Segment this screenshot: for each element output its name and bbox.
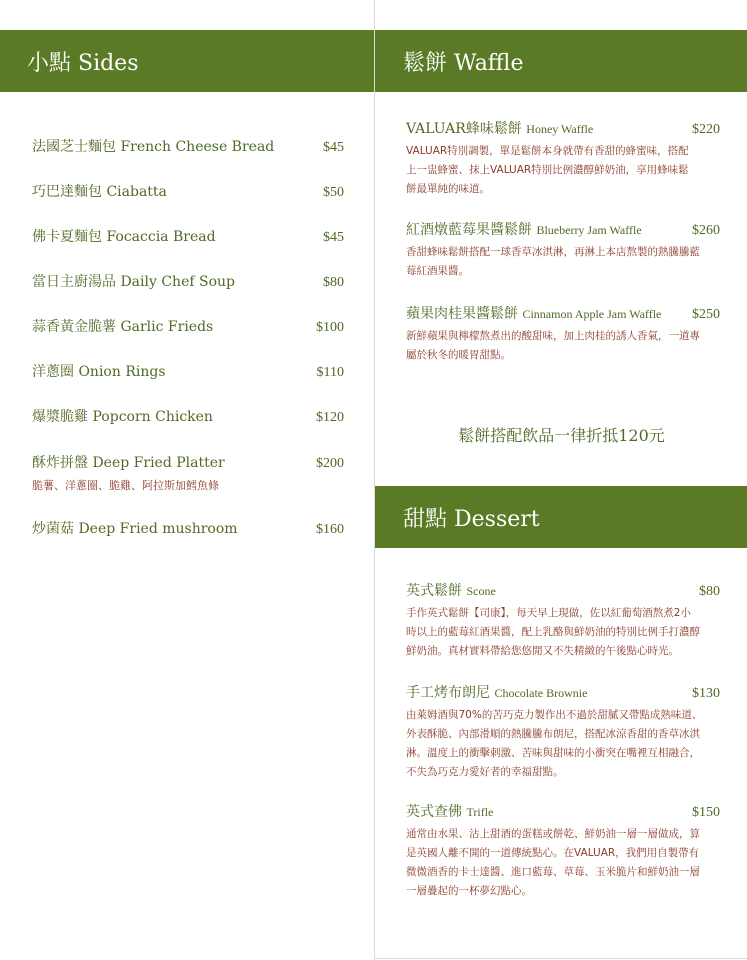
- description-line: 香甜蜂味鬆餅搭配一球香草冰淇淋，再淋上本店熬製的熱騰騰藍: [406, 246, 700, 258]
- item-price: $80: [699, 584, 720, 599]
- item-price: $150: [692, 805, 720, 820]
- description-line: 微微酒香的卡士達醬、進口藍莓、草莓、玉米脆片和鮮奶油一層: [406, 866, 700, 878]
- item-name-zh: 紅酒燉藍莓果醬鬆餅: [406, 222, 532, 238]
- item-name-zh: 手工烤布朗尼: [406, 685, 490, 701]
- item-description: [406, 243, 720, 281]
- description-line: 鮮奶油。真材實料帶給您悠閒又不失精緻的午後點心時光。: [406, 645, 679, 657]
- item-name: [406, 801, 493, 821]
- waffle-header: [375, 30, 747, 92]
- item-price: $45: [323, 140, 344, 155]
- menu-item: [32, 271, 344, 291]
- item-price: $45: [323, 230, 344, 245]
- right-page: [374, 0, 747, 960]
- item-name: [406, 580, 496, 600]
- item-name: [406, 303, 661, 323]
- item-name: [406, 682, 587, 702]
- item-description: [406, 142, 720, 199]
- description-line: 淋。溫度上的衝擊刺激、苦味與甜味的小衝突在嘴裡互相融合，: [406, 747, 700, 759]
- item-name-en: Cinnamon Apple Jam Waffle: [522, 307, 662, 321]
- item-name: 當日主廚湯品 Daily Chef Soup: [32, 274, 235, 290]
- combo-note: 鬆餅搭配飲品一律折抵120元: [458, 426, 665, 445]
- item-name-en: Blueberry Jam Waffle: [536, 223, 642, 237]
- description-line: 不失為巧克力愛好者的幸福甜點。: [406, 766, 564, 778]
- item-name: 酥炸拼盤 Deep Fried Platter: [32, 455, 225, 471]
- menu-item: [406, 219, 720, 281]
- menu-item: [32, 406, 344, 426]
- item-name: [406, 118, 593, 138]
- item-name: 爆漿脆雞 Popcorn Chicken: [32, 409, 213, 425]
- item-description: [406, 706, 720, 782]
- sides-title: 小點 Sides: [27, 50, 139, 76]
- page-bottom-border: [375, 958, 747, 959]
- item-description: [406, 825, 720, 901]
- description-line: 屬於秋冬的暖胃甜點。: [406, 349, 511, 361]
- description-line: 莓紅酒果醬。: [406, 265, 469, 277]
- item-name-en: Honey Waffle: [526, 122, 594, 136]
- description-line: 手作英式鬆餅【司康】，每天早上現做，佐以紅葡萄酒熬煮2小: [406, 607, 691, 619]
- item-price: $80: [323, 275, 344, 290]
- menu-item: [32, 518, 344, 538]
- item-name-zh: VALUAR蜂味鬆餅: [406, 121, 522, 137]
- description-line: 由萊姆酒與70%的苦巧克力製作出不過於甜膩又帶點成熟味道、: [406, 709, 703, 721]
- item-price: $110: [316, 365, 344, 380]
- item-name: 蒜香黃金脆薯 Garlic Frieds: [32, 319, 214, 335]
- item-name: [406, 219, 642, 239]
- item-price: $50: [323, 185, 344, 200]
- item-name-zh: 英式鬆餅: [406, 583, 462, 599]
- description-line: 一層疊起的一杯夢幻點心。: [406, 885, 532, 897]
- item-description: [406, 327, 720, 365]
- item-description: [406, 604, 720, 661]
- item-name-en: Chocolate Brownie: [494, 686, 588, 700]
- dessert-title: 甜點 Dessert: [403, 506, 540, 532]
- item-name-en: Trifle: [466, 805, 494, 819]
- menu-item: [32, 136, 344, 156]
- menu-item: [32, 226, 344, 246]
- item-price: $200: [316, 456, 344, 471]
- sides-header: [0, 30, 374, 92]
- waffle-title: 鬆餅 Waffle: [403, 50, 524, 76]
- menu-item: [32, 316, 344, 336]
- menu-item: [32, 181, 344, 201]
- item-price: $250: [692, 307, 720, 322]
- item-name-en: Scone: [466, 584, 496, 598]
- description-line: 是英國人離不開的一道傳統點心。在VALUAR，我們用自製帶有: [406, 847, 700, 859]
- description-line: 餅最單純的味道。: [406, 183, 490, 195]
- menu-item: [406, 303, 720, 365]
- item-name: 炒菌菇 Deep Fried mushroom: [32, 521, 238, 537]
- description-line: 通常由水果、沾上甜酒的蛋糕或餅乾、鮮奶油一層一層做成，算: [406, 828, 700, 840]
- item-name: 洋蔥圈 Onion Rings: [32, 364, 166, 380]
- description-line: VALUAR特別調製，單是鬆餅本身就帶有香甜的蜂蜜味，搭配: [406, 145, 689, 157]
- item-price: $160: [316, 522, 344, 537]
- menu-item: [406, 118, 720, 199]
- description-line: 時以上的藍莓紅酒果醬，配上乳酪與鮮奶油的特別比例手打濃醇: [406, 626, 700, 638]
- item-note: 脆薯、洋蔥圈、脆雞、阿拉斯加鱈魚條: [32, 479, 219, 492]
- dessert-header: [375, 486, 747, 548]
- item-price: $260: [692, 223, 720, 238]
- menu-item: [406, 801, 720, 901]
- item-price: $120: [316, 410, 344, 425]
- item-name: 法國芝士麵包 French Cheese Bread: [32, 139, 275, 155]
- description-line: 外表酥脆、內部滑順的熱騰騰布朗尼，搭配冰涼香甜的香草冰淇: [406, 728, 700, 740]
- description-line: 新鮮蘋果與檸檬熬煮出的酸甜味，加上肉桂的誘人香氣，一道專: [406, 330, 700, 342]
- menu-item: [32, 452, 344, 493]
- menu-item: [406, 580, 720, 661]
- item-price: $100: [316, 320, 344, 335]
- menu-item: [32, 361, 344, 381]
- item-name: 巧巴達麵包 Ciabatta: [32, 184, 167, 200]
- item-name: 佛卡夏麵包 Focaccia Bread: [32, 229, 216, 245]
- menu-item: [406, 682, 720, 782]
- item-name-zh: 蘋果肉桂果醬鬆餅: [406, 306, 518, 322]
- item-price: $130: [692, 686, 720, 701]
- item-name-zh: 英式查佛: [406, 804, 462, 820]
- item-price: $220: [692, 122, 720, 137]
- description-line: 上一盅蜂蜜、抹上VALUAR特別比例濃醇鮮奶油，享用蜂味鬆: [406, 164, 689, 176]
